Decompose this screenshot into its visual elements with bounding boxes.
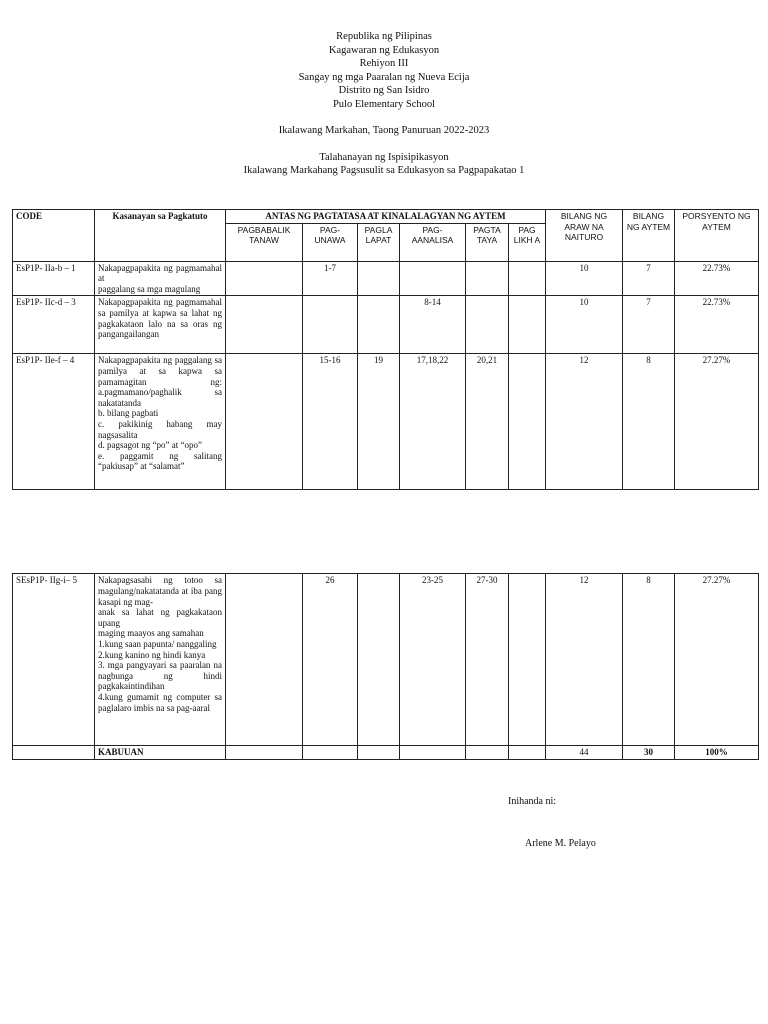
level-cell (226, 261, 303, 296)
total-items: 30 (623, 746, 675, 760)
table-row (13, 261, 759, 296)
competency-line: e. paggamit ng salitang “pakiusap” at “salamat” (98, 450, 222, 472)
items-cell: 7 (623, 296, 675, 354)
level-header: PAGBABALIK TANAW (226, 223, 303, 261)
document-title: Talahanayan ng Ispisipikasyon (319, 151, 449, 163)
school-name: Pulo Elementary School (332, 98, 436, 110)
level-cell: 17,18,22 (400, 354, 466, 490)
level-header: PAG-AANALISA (400, 223, 466, 261)
table-row (13, 354, 759, 490)
level-cell (358, 574, 400, 746)
competency-line: c. pakikinig habang may nagsasalita (98, 418, 222, 440)
code-header: CODE (13, 210, 95, 262)
code-cell: EsP1P- IIa-b – 1 (13, 261, 95, 296)
days-cell: 10 (546, 296, 623, 354)
level-cell (358, 261, 400, 296)
percent-cell: 27.27% (675, 354, 759, 490)
header-line: Kagawaran ng Edukasyon (328, 44, 440, 56)
level-cell: 20,21 (466, 354, 509, 490)
document-header (0, 30, 768, 178)
total-days: 44 (546, 746, 623, 760)
competency-line: 2.kung kanino ng hindi kanya (98, 649, 206, 660)
level-cell (226, 574, 303, 746)
competency-line: 4.kung gumamit ng computer sa paglalaro imbis na sa pag-aaral (98, 691, 222, 713)
days-header: BILANG NG ARAW NA NAITURO (546, 210, 623, 262)
level-cell: 27-30 (466, 574, 509, 746)
competency-header: Kasanayan sa Pagkatuto (95, 210, 226, 262)
competency-line: 1.kung saan papunta/ nanggaling (98, 638, 217, 649)
competency-line: Nakapagpapakita ng paggalang sa pamilya at sa kapwa sa pamamagitan ng: a.pagmamano/paghalik sa nakatatanda (98, 355, 222, 408)
items-header: BILANG NG AYTEM (623, 210, 675, 262)
header-line: Republika ng Pilipinas (336, 31, 432, 42)
days-cell: 10 (546, 261, 623, 296)
header-line: Distrito ng San Isidro (338, 85, 430, 96)
percent-cell: 22.73% (675, 296, 759, 354)
total-percent: 100% (675, 746, 759, 760)
competency-line: d. pagsagot ng “po” at “opo” (98, 440, 202, 451)
level-header: PAG LIKH A (509, 223, 546, 261)
level-cell (303, 296, 358, 354)
competency-cell (95, 574, 226, 746)
table-gap (13, 490, 759, 574)
level-cell (509, 354, 546, 490)
table-row (13, 574, 759, 746)
document-subtitle: Ikalawang Markahang Pagsusulit sa Edukasyon sa Pagpapakatao 1 (243, 165, 525, 176)
level-cell (466, 296, 509, 354)
code-cell: SEsP1P- IIg-i– 5 (13, 574, 95, 746)
items-cell: 7 (623, 261, 675, 296)
items-cell: 8 (623, 574, 675, 746)
competency-cell (95, 296, 226, 354)
level-cell (400, 261, 466, 296)
code-cell: EsP1P- IIe-f – 4 (13, 354, 95, 490)
level-cell: 19 (358, 354, 400, 490)
levels-group-header: ANTAS NG PAGTATASA AT KINALALAGYAN NG AYTEM (226, 210, 546, 224)
competency-line: Nakapagpapakita ng pagmamahal at (98, 262, 222, 284)
level-cell (509, 574, 546, 746)
percent-header: PORSYENTO NG AYTEM (675, 210, 759, 262)
percent-cell: 27.27% (675, 574, 759, 746)
prepared-by-label: Inihanda ni: (508, 796, 557, 807)
quarter-line: Ikalawang Markahan, Taong Panuruan 2022-2023 (278, 125, 490, 136)
competency-cell (95, 261, 226, 296)
competency-line: maging maayos ang samahan (98, 628, 204, 639)
level-cell (466, 261, 509, 296)
table-row (13, 296, 759, 354)
level-header: PAGLA LAPAT (358, 223, 400, 261)
code-cell: EsP1P- IIc-d – 3 (13, 296, 95, 354)
level-cell (509, 296, 546, 354)
percent-cell: 22.73% (675, 261, 759, 296)
total-label: KABUUAN (95, 746, 226, 760)
preparer-name: Arlene M. Pelayo (525, 838, 596, 849)
competency-line: 3. mga pangyayari sa paaralan na nagbunga ng hindi pagkakaintindihan (98, 660, 222, 692)
items-cell: 8 (623, 354, 675, 490)
competency-line: anak sa lahat ng pagkakataon upang (98, 607, 222, 628)
specification-table (12, 209, 759, 760)
level-header: PAGTA TAYA (466, 223, 509, 261)
days-cell: 12 (546, 574, 623, 746)
level-cell (226, 354, 303, 490)
level-cell (358, 296, 400, 354)
level-cell: 8-14 (400, 296, 466, 354)
level-cell: 15-16 (303, 354, 358, 490)
competency-line: Nakapagpapakita ng pagmamahal sa pamilya at kapwa sa lahat ng pagkakataon lalo na sa oras ng pangangailangan (98, 297, 222, 340)
level-cell: 1-7 (303, 261, 358, 296)
days-cell: 12 (546, 354, 623, 490)
competency-cell (95, 354, 226, 490)
header-line: Rehiyon III (359, 58, 409, 69)
level-cell: 26 (303, 574, 358, 746)
level-cell (509, 261, 546, 296)
level-cell: 23-25 (400, 574, 466, 746)
total-row (13, 746, 759, 760)
competency-line: paggalang sa mga magulang (98, 283, 201, 294)
competency-line: Nakapagsasabi ng totoo sa magulang/nakatatanda at iba pang kasapi ng mag- (98, 575, 222, 607)
level-cell (226, 296, 303, 354)
competency-line: b. bilang pagbati (98, 408, 159, 419)
level-header: PAG-UNAWA (303, 223, 358, 261)
header-line: Sangay ng mga Paaralan ng Nueva Ecija (298, 71, 470, 83)
